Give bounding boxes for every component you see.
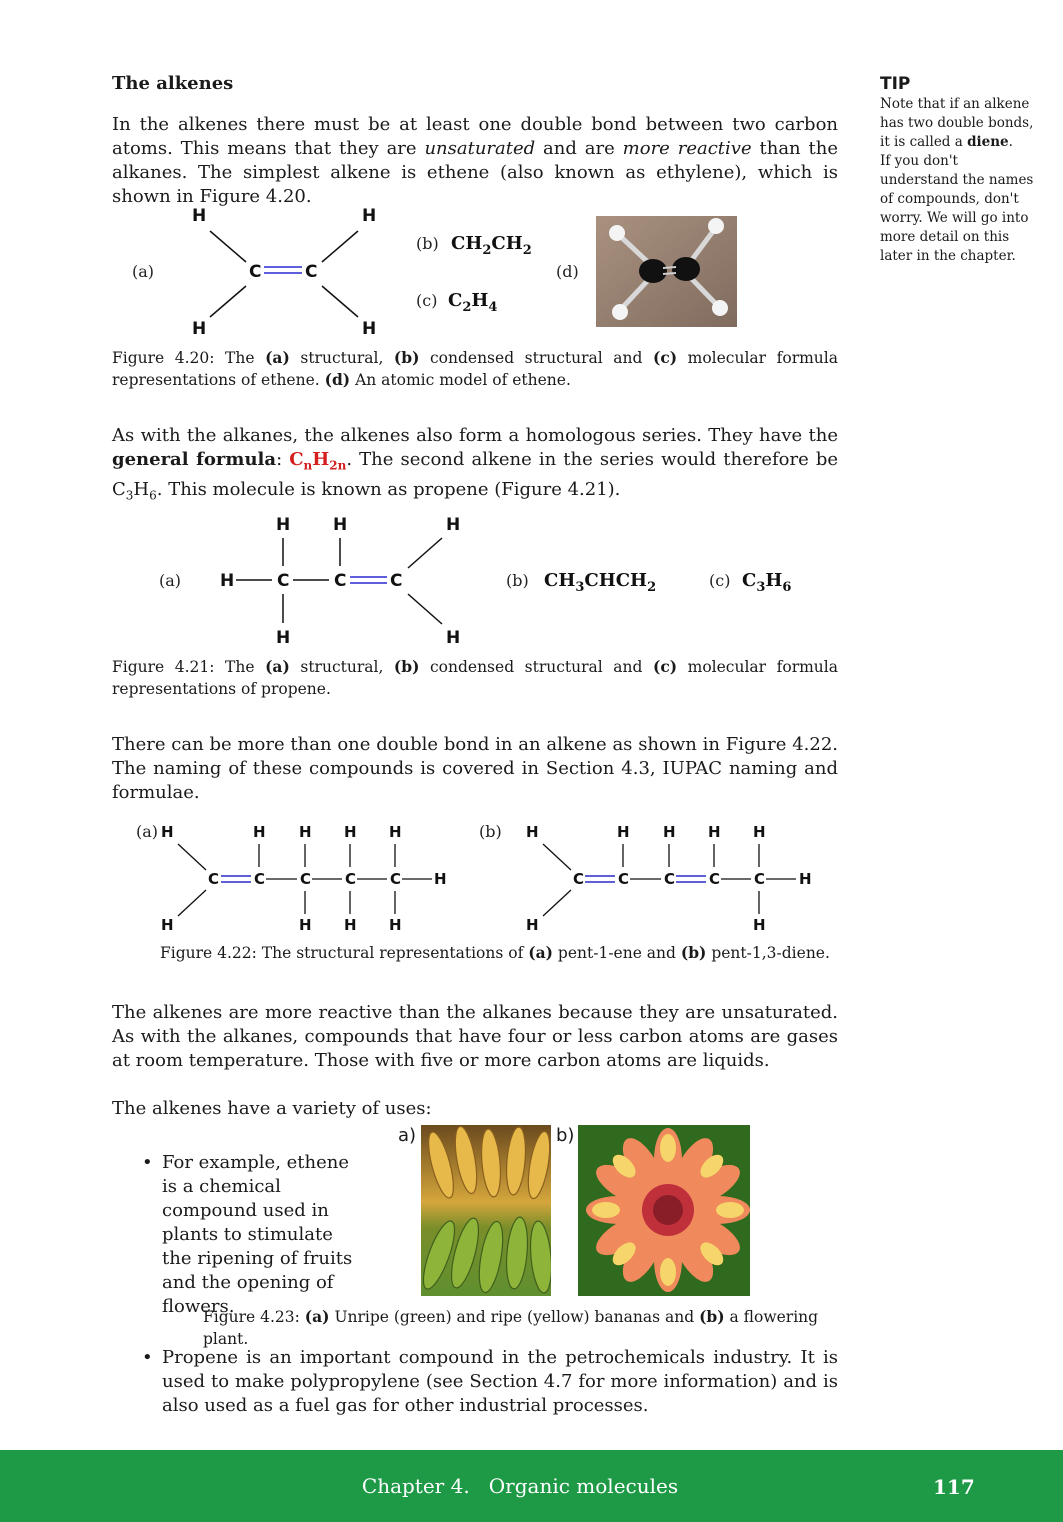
text: . — [1008, 134, 1013, 150]
image-a-label: a) — [398, 1125, 417, 1146]
text: If you don't understand the names of compounds, don't worry. We will go into more detail on this later in the chapter. — [880, 153, 1034, 264]
svg-text:H: H — [663, 823, 676, 841]
emphasis-more-reactive: more reactive — [622, 138, 752, 159]
label-b: (b) — [416, 234, 439, 253]
tip-title: TIP — [880, 74, 911, 94]
atom-h: H — [276, 628, 291, 648]
caption-figure-4-20: Figure 4.20: The (a) structural, (b) condensed structural and (c) molecular formula representations of ethene. (d) An atomic model of ethene. — [112, 348, 838, 389]
pent-1-3-diene-structure — [526, 823, 812, 934]
atom-c: C — [249, 262, 262, 282]
atom-c: C — [334, 571, 347, 591]
tip-bold-diene: diene — [967, 134, 1009, 150]
formula-condensed-ethene: $CH_2CH_2$ — [451, 233, 532, 258]
paragraph-uses-intro: The alkenes have a variety of uses: — [112, 1098, 432, 1119]
svg-text:H: H — [526, 916, 539, 934]
paragraph-homologous-series: As with the alkanes, the alkenes also form a homologous series. They have the general formula: $C_nH_{2n}$. The second alkene in the series would therefore be $C_3H_6$. This molecule is known as propene (Figure 4.21). — [112, 425, 839, 503]
page-number: 117 — [933, 1475, 975, 1499]
label-b: (b) — [506, 571, 529, 590]
ethene-model-photo — [596, 216, 737, 327]
atom-h: H — [192, 319, 207, 339]
svg-text:C: C — [573, 870, 585, 888]
label-b: (b) — [479, 822, 502, 841]
text: In the alkenes there must be at least one double bond between two carbon atoms. This means that they are — [112, 114, 838, 159]
formula-molecular-ethene: $C_2H_4$ — [448, 290, 498, 315]
footer-chapter-title: Chapter 4. Organic molecules — [361, 1474, 679, 1498]
figure-4-22 — [130, 818, 830, 938]
svg-text:H: H — [299, 823, 312, 841]
atom-h: H — [220, 571, 235, 591]
svg-text:C: C — [754, 870, 766, 888]
bananas-photo — [421, 1125, 551, 1296]
svg-text:H: H — [253, 823, 266, 841]
text: than the alkanes. The simplest alkene is ethene (also known as ethylene), which is shown in Figure 4.20. — [112, 138, 839, 207]
svg-text:C: C — [618, 870, 630, 888]
bold-general-formula: general formula — [112, 449, 277, 470]
paragraph-intro — [112, 113, 838, 209]
atom-h: H — [192, 206, 207, 226]
svg-text:H: H — [161, 823, 174, 841]
atom-h: H — [276, 515, 291, 535]
list-item: • For example, ethene is a chemical compound used in plants to stimulate the ripening of fruits and the opening of flowers. — [112, 1151, 362, 1319]
svg-text:H: H — [434, 870, 447, 888]
list-item: • Propene is an important compound in the petrochemicals industry. It is used to make polypropylene (see Section 4.7 for more information) and is also used as a fuel gas for other industrial processes. — [112, 1346, 838, 1418]
svg-text:C: C — [300, 870, 312, 888]
label-a: (a) — [132, 262, 155, 281]
caption-figure-4-23: Figure 4.23: (a) Unripe (green) and ripe (yellow) bananas and (b) a flowering plant. — [203, 1307, 819, 1348]
double-bond — [264, 267, 302, 273]
atom-h: H — [362, 319, 377, 339]
svg-text:C: C — [345, 870, 357, 888]
caption-figure-4-21: Figure 4.21: The (a) structural, (b) condensed structural and (c) molecular formula representations of propene. — [112, 657, 838, 698]
label-c: (c) — [709, 571, 731, 590]
text: Note that if an alkene has two double bonds, it is called a — [880, 96, 1034, 150]
label-c: (c) — [416, 291, 438, 310]
svg-text:C: C — [254, 870, 266, 888]
bullet-list-1 — [112, 1151, 362, 1319]
general-formula-cnh2n: $C_nH_{2n}$ — [289, 449, 347, 473]
label-a: (a) — [136, 822, 159, 841]
caption-figure-4-22: Figure 4.22: The structural representations of (a) pent-1-ene and (b) pent-1,3-diene. — [160, 943, 830, 962]
paragraph-multiple-double-bonds: There can be more than one double bond in an alkene as shown in Figure 4.22. The naming of these compounds is covered in Section 4.3, IUPAC naming and formulae. — [112, 734, 838, 803]
svg-text:H: H — [389, 916, 402, 934]
svg-text:H: H — [299, 916, 312, 934]
atom-c: C — [390, 571, 403, 591]
svg-text:H: H — [344, 916, 357, 934]
svg-text:C: C — [390, 870, 402, 888]
tip-body — [880, 95, 1040, 266]
formula-condensed-propene: $CH_3CHCH_2$ — [544, 570, 657, 595]
svg-text:H: H — [161, 916, 174, 934]
figure-4-21 — [112, 510, 838, 655]
svg-text:C: C — [664, 870, 676, 888]
bullet-list-2 — [112, 1346, 838, 1418]
svg-text:H: H — [526, 823, 539, 841]
atom-c: C — [305, 262, 318, 282]
single-bonds — [210, 231, 358, 317]
atom-h: H — [446, 628, 461, 648]
section-heading: The alkenes — [112, 73, 234, 94]
pent-1-ene-structure — [161, 823, 447, 934]
emphasis-unsaturated: unsaturated — [424, 138, 536, 159]
text: and are — [535, 138, 623, 159]
atom-h: H — [446, 515, 461, 535]
atom-h: H — [333, 515, 348, 535]
svg-text:H: H — [753, 916, 766, 934]
label-d: (d) — [556, 262, 579, 281]
svg-text:C: C — [709, 870, 721, 888]
svg-text:H: H — [344, 823, 357, 841]
svg-text:H: H — [617, 823, 630, 841]
svg-text:C: C — [208, 870, 220, 888]
atom-h: H — [362, 206, 377, 226]
double-bond — [350, 577, 387, 583]
svg-text:H: H — [753, 823, 766, 841]
atom-c: C — [277, 571, 290, 591]
svg-text:H: H — [708, 823, 721, 841]
paragraph-reactivity: The alkenes are more reactive than the alkanes because they are unsaturated. As with the alkanes, compounds that have four or less carbon atoms are gases at room temperature. Those with five or more carbon atoms are liquids. — [112, 1002, 838, 1071]
formula-molecular-propene: $C_3H_6$ — [742, 570, 792, 595]
svg-text:H: H — [799, 870, 812, 888]
figure-4-20 — [112, 200, 752, 345]
flower-photo — [578, 1125, 750, 1296]
image-b-label: b) — [556, 1125, 575, 1146]
label-a: (a) — [159, 571, 182, 590]
svg-text:H: H — [389, 823, 402, 841]
